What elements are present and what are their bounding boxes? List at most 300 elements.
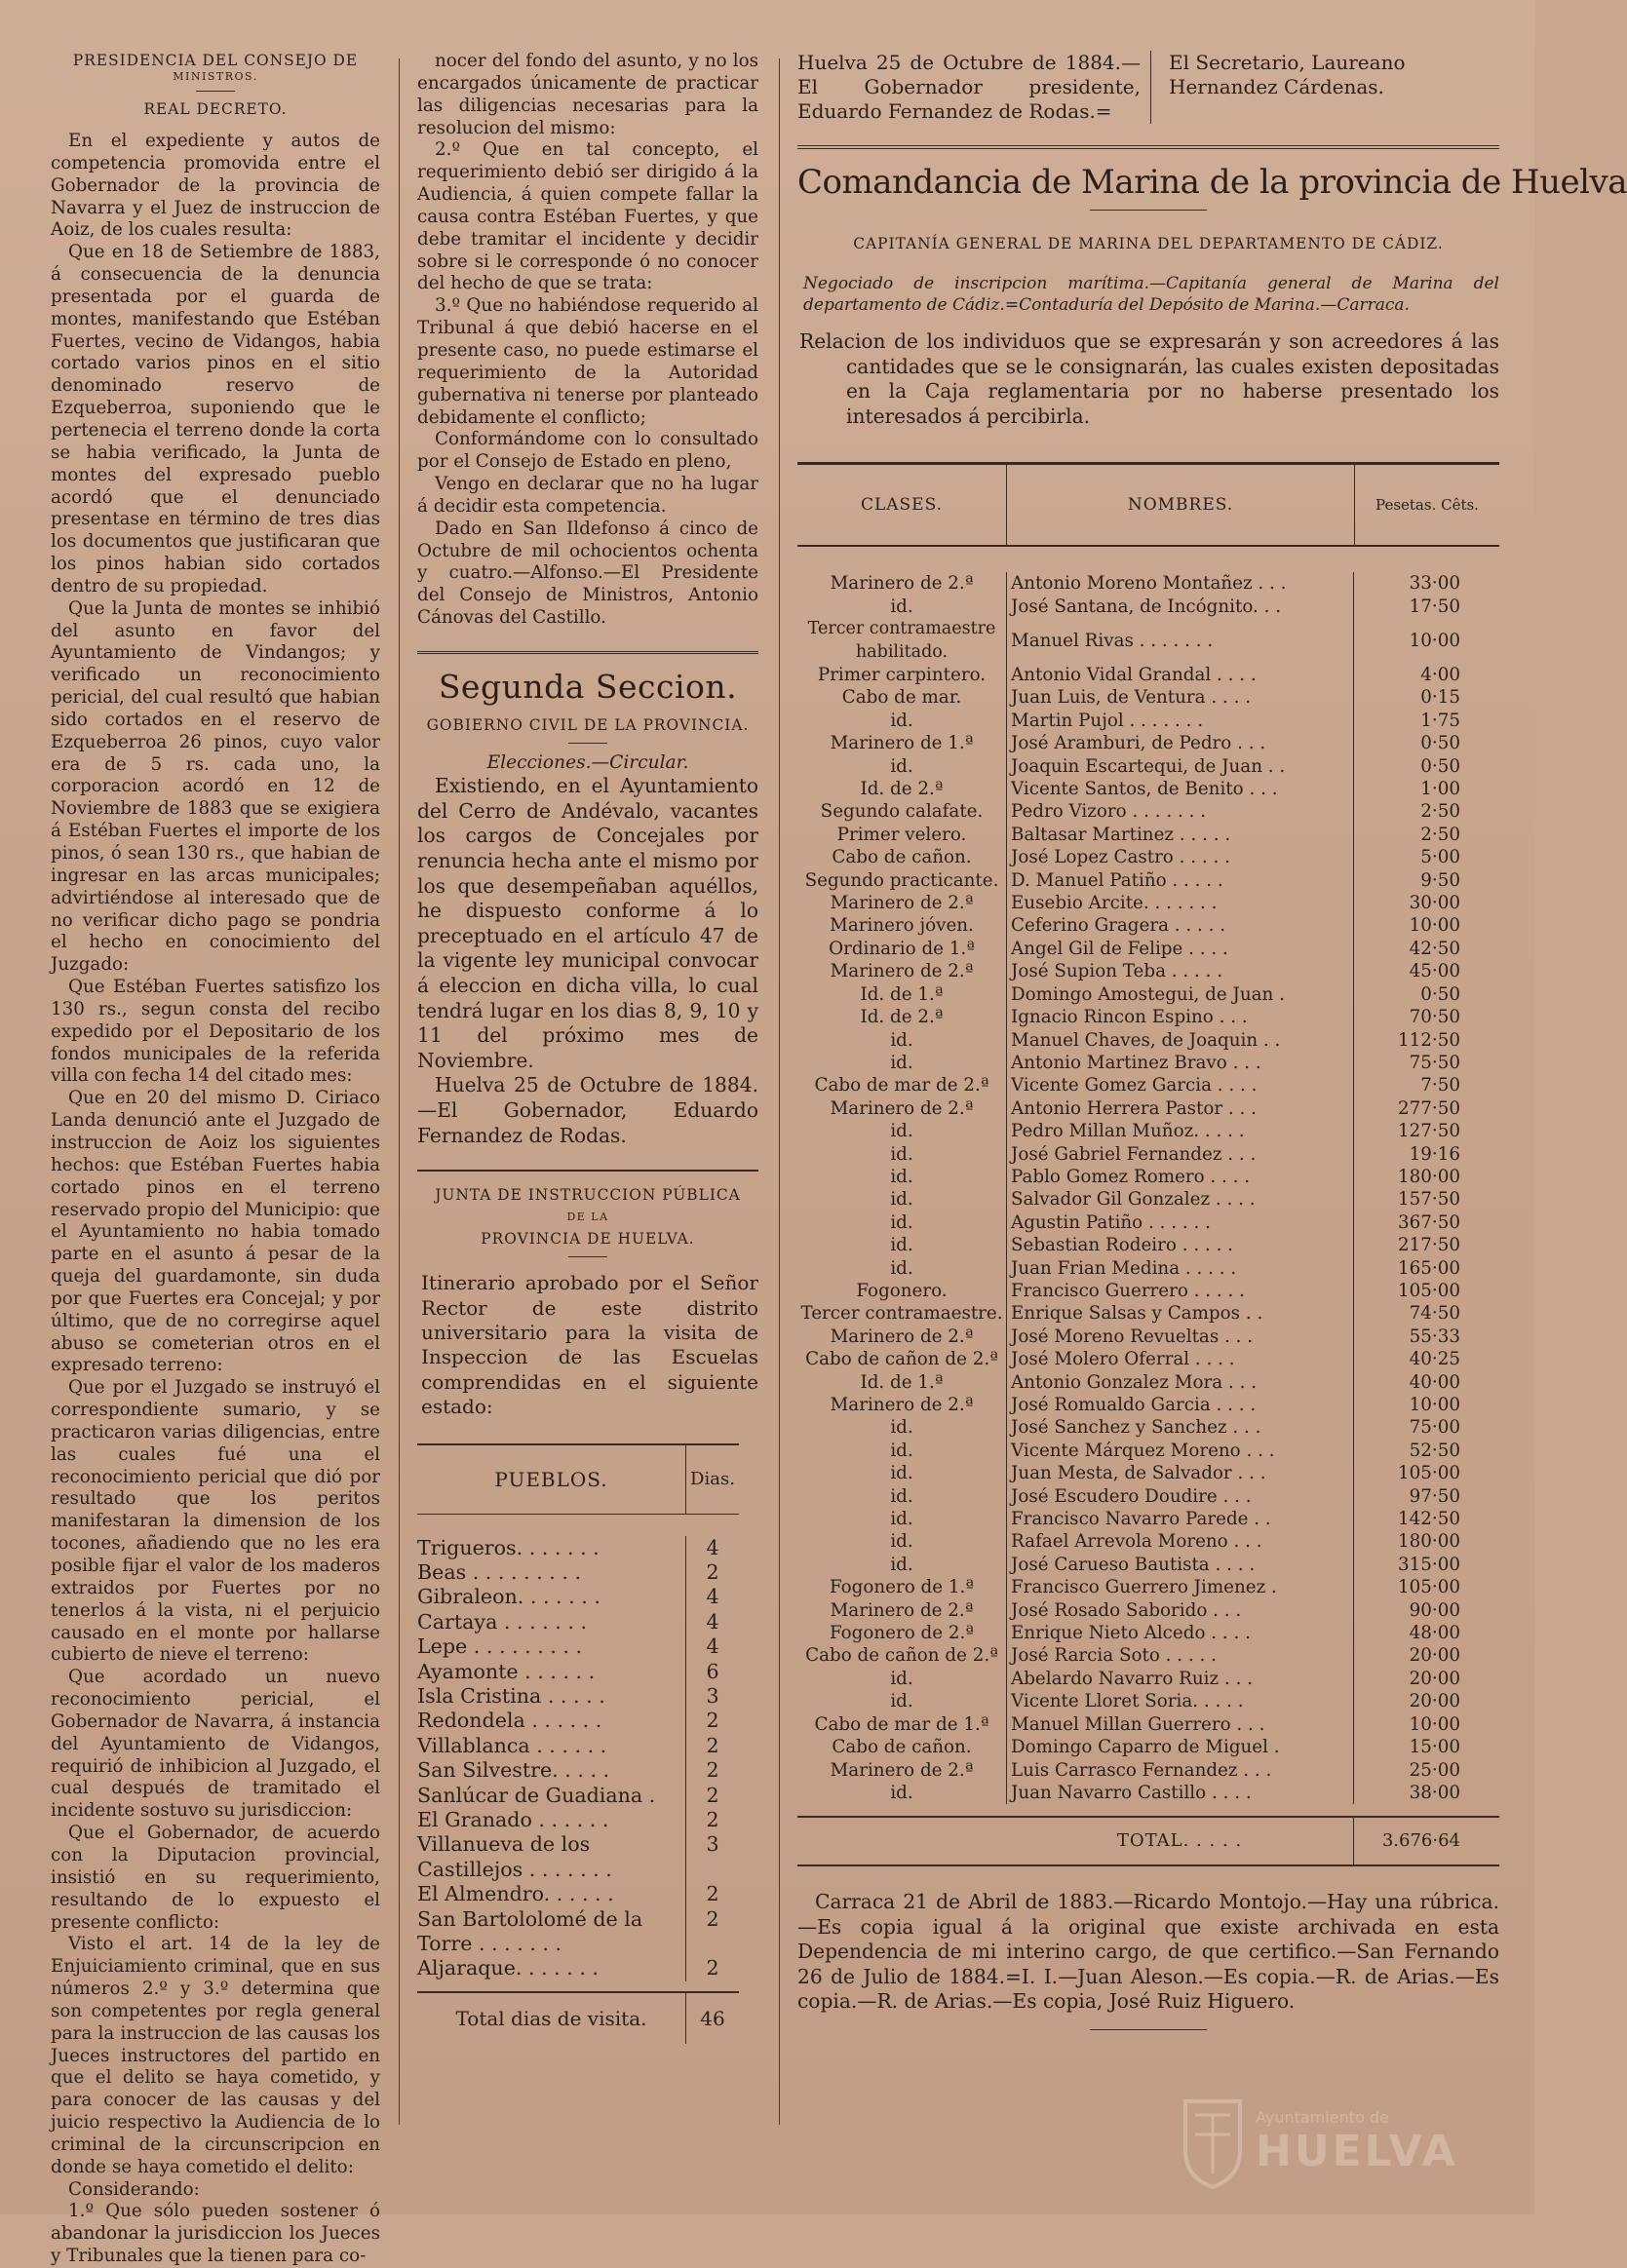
elecciones-subtitle: Elecciones.—Circular. [486,751,689,773]
acreedor-nombre: Juan Frian Medina . . . . . [1006,1257,1353,1280]
signature-block [797,51,1499,124]
acreedor-clase: id. [890,755,913,777]
acreedor-row [797,1074,1499,1096]
acreedor-importe: 40·00 [1353,1371,1499,1394]
acreedor-row [797,1257,1499,1280]
pueblo-row [417,1660,739,1684]
acreedor-importe: 15·00 [1353,1736,1499,1758]
acreedor-importe: 367·50 [1353,1211,1499,1234]
acreedor-nombre: Ceferino Gragera . . . . . [1006,914,1353,937]
acreedor-row [797,732,1499,754]
acreedor-nombre: José Santana, de Incógnito. . . [1006,596,1353,618]
acreedor-importe: 0·50 [1353,732,1499,754]
divider [797,145,1499,149]
acreedor-clase: id. [890,1417,913,1439]
pueblo-dias: 2 [685,1784,739,1808]
pueblo-row [417,1808,739,1832]
acreedor-clase: id. [890,1121,913,1142]
acreedor-nombre: José Romualdo Garcia . . . . [1006,1394,1353,1416]
acreedor-row [797,938,1499,960]
acreedor-row [797,1234,1499,1256]
pueblo-name: Beas . . . . . . . . . [417,1559,581,1584]
acreedor-nombre: Abelardo Navarro Ruiz . . . [1006,1668,1353,1690]
acreedor-row [797,1029,1499,1052]
acreedor-nombre: Pedro Millan Muñoz. . . . . [1006,1120,1353,1142]
acreedor-importe: 30·00 [1353,892,1499,914]
acreedor-row [797,1485,1499,1508]
acreedor-importe: 74·50 [1353,1302,1499,1325]
relacion-text: Relacion de los individuos que se expresarán y son acreedores á las cantidades que se le consignarán, las cuales existen depositadas en la Caja reglamentaria por no haberse presentado los interesados á percibirla. [799,329,1499,428]
acreedor-importe: 0·15 [1353,686,1499,709]
pueblo-dias: 2 [685,1709,739,1733]
pueblo-name: San Silvestre. . . . . [417,1758,610,1783]
acreedor-clase: Marinero de 2.ª [830,893,974,914]
acreedor-clase: Fogonero de 2.ª [829,1623,974,1644]
acreedor-importe: 10·00 [1353,1394,1499,1416]
pueblos-table-header [417,1443,739,1515]
acreedor-clase: id. [890,1554,913,1575]
acreedor-clase: Cabo de cañon. [832,1737,972,1758]
acreedor-importe: 142·50 [1353,1508,1499,1530]
acreedor-importe: 45·00 [1353,960,1499,982]
acreedor-clase: id. [890,1531,913,1553]
acreedor-nombre: José Escudero Doudire . . . [1006,1485,1353,1508]
acreedor-importe: 7·50 [1353,1074,1499,1096]
paragraph: Que Estéban Fuertes satisfizo los 130 rs., segun consta del recibo expedido por el Depositario de los fondos municipales de la referida villa con fecha 14 del citado mes: [51,977,380,1087]
pueblo-row [417,1585,739,1609]
pueblo-dias: 4 [685,1585,739,1609]
acreedor-importe: 70·50 [1353,1006,1499,1028]
acreedor-row [797,1006,1499,1028]
acreedor-row [797,1782,1499,1804]
capitania-header: CAPITANÍA GENERAL DE MARINA DEL DEPARTAMENTO DE CÁDIZ. [853,235,1444,252]
pueblo-name: Villablanca . . . . . . [417,1733,607,1757]
acreedor-row [797,914,1499,937]
acreedor-row [797,1211,1499,1234]
total-spacer [797,1818,1006,1864]
acreedor-clase: Marinero de 2.ª [830,573,974,595]
acreedor-clase: Id. de 2.ª [860,779,944,800]
paragraph: 1.º Que sólo pueden sostener ó abandonar la jurisdiccion los Jueces y Tribunales que la tienen para co- [51,2201,380,2267]
acreedor-nombre: José Molero Oferral . . . . [1006,1348,1353,1370]
acreedor-row [797,824,1499,846]
header-nombres: NOMBRES. [1006,465,1354,545]
acreedor-importe: 48·00 [1353,1622,1499,1644]
pueblo-row [417,1882,739,1906]
acreedor-nombre: José Aramburi, de Pedro . . . [1006,732,1353,754]
acreedor-row [797,1326,1499,1348]
pueblo-name: El Almendro. . . . . . [417,1882,614,1906]
pueblo-dias: 2 [685,1808,739,1832]
divider [196,91,235,92]
acreedor-clase: Marinero de 2.ª [830,1599,974,1621]
acreedor-row [797,755,1499,778]
acreedor-clase: Marinero de 2.ª [830,1326,974,1347]
negociado-text: Negociado de inscripcion marítima.—Capitanía general de Marina del departamento de Cádiz.=Contaduría del Depósito de Marina.—Carraca. [803,274,1499,315]
acreedor-row [797,1416,1499,1439]
acreedor-importe: 2·50 [1353,800,1499,823]
pueblo-dias: 2 [685,1560,739,1585]
acreedor-row [797,1644,1499,1667]
paragraph: Que por el Juzgado se instruyó el correspondiente sumario, y se practicaron varias diligencias, entre las cuales fué una el reconocimiento pericial que dió por resultado que los peritos manifestaran la dimension de los tocones, añadiendo que no les era posible fijar el valor de los maderos extraidos por Fuertes por no tenerlos á la vista, ni el perjuicio causado en el monte por hallarse cubierto de nieve el terreno: [51,1377,380,1666]
acreedor-nombre: Francisco Guerrero . . . . . [1006,1280,1353,1302]
acreedor-importe: 0·50 [1353,983,1499,1006]
acreedor-clase: Id. de 1.ª [860,983,944,1005]
acreedor-row [797,1576,1499,1598]
decree-title: REAL DECRETO. [143,100,288,118]
elecciones-text: Existiendo, en el Ayuntamiento del Cerro de Andévalo, vacantes los cargos de Concejales por renuncia hecha ante el mismo por los que desempeñaban aquéllos, he dispuesto conforme á lo preceptuado en el artículo 47 de la vigente ley municipal convocar á eleccion en dicha villa, lo cual tendrá lugar en los dias 8, 9, 10 y 11 del próximo mes de Noviembre. [417,774,758,1072]
acreedor-nombre: Luis Carrasco Fernandez . . . [1006,1759,1353,1782]
junta-header-de-la: DE LA [566,1211,609,1224]
acreedor-importe: 105·00 [1353,1462,1499,1484]
acreedor-importe: 180·00 [1353,1166,1499,1188]
pueblos-table [417,1443,739,2044]
acreedor-importe: 105·00 [1353,1576,1499,1598]
acreedor-nombre: Vicente Santos, de Benito . . . [1006,778,1353,800]
paragraph: Vengo en declarar que no ha lugar á decidir esta competencia. [417,474,758,517]
pueblo-name: Aljaraque. . . . . . . [417,1956,599,1980]
closing-certification: Carraca 21 de Abril de 1883.—Ricardo Montojo.—Hay una rúbrica.—Es copia igual á la original que existe archivada en esta Dependencia de mi interino cargo, de que certifico.—San Fernando 26 de Julio de 1884.=I. I.—Juan Aleson.—Es copia.—R. de Arias.—Es copia.—R. de Arias.—Es copia, José Ruiz Higuero. [797,1890,1499,2013]
paragraph: Conformándome con lo consultado por el Consejo de Estado en pleno, [417,429,758,473]
acreedor-clase: Marinero de 2.ª [830,961,974,982]
acreedor-nombre: Antonio Vidal Grandal . . . . [1006,664,1353,686]
pueblo-dias: 4 [685,1536,739,1560]
column-middle [417,51,758,2044]
acreedor-nombre: Vicente Gomez Garcia . . . . [1006,1074,1353,1096]
decree-header-sub: MINISTROS. [173,70,258,83]
acreedor-nombre: Pedro Vizoro . . . . . . . [1006,800,1353,823]
acreedor-clase: id. [890,1189,913,1211]
acreedor-clase: Marinero de 1.ª [830,733,974,754]
acreedor-nombre: Enrique Salsas y Campos . . [1006,1302,1353,1325]
paragraph: nocer del fondo del asunto, y no los encargados únicamente de practicar las diligencias necesarias para la resolucion del mismo: [417,51,758,138]
paragraph: Dado en San Ildefonso á cinco de Octubre de mil ochocientos ochenta y cuatro.—Alfonso.—El Presidente del Consejo de Ministros, Antonio Cánovas del Castillo. [417,518,758,629]
acreedor-importe: 40·25 [1353,1348,1499,1370]
acreedores-table [797,462,1499,1866]
acreedor-importe: 75·00 [1353,1416,1499,1439]
acreedores-total-row [797,1816,1499,1866]
pueblo-name: Isla Cristina . . . . . [417,1684,605,1709]
acreedor-clase: id. [890,1485,913,1507]
acreedor-clase: Marinero de 2.ª [830,1759,974,1781]
header-pueblos: PUEBLOS. [494,1467,608,1491]
acreedor-nombre: Rafael Arrevola Moreno . . . [1006,1530,1353,1553]
acreedor-nombre: José Sanchez y Sanchez . . . [1006,1416,1353,1439]
acreedor-importe: 105·00 [1353,1280,1499,1302]
acreedor-row [797,1440,1499,1462]
pueblo-name: El Granado . . . . . . [417,1808,609,1832]
pueblo-name: Trigueros. . . . . . . [417,1535,600,1559]
pueblo-name: Gibraleon. . . . . . . [417,1585,600,1609]
acreedor-nombre: Enrique Nieto Alcedo . . . . [1006,1622,1353,1644]
acreedor-importe: 20·00 [1353,1690,1499,1712]
pueblo-dias: 6 [685,1660,739,1684]
acreedor-clase: Cabo de cañon. [832,847,972,868]
acreedor-clase: Cabo de mar de 2.ª [814,1075,989,1096]
acreedor-importe: 2·50 [1353,824,1499,846]
acreedor-nombre: Antonio Herrera Pastor . . . [1006,1097,1353,1120]
gobierno-civil-header: GOBIERNO CIVIL DE LA PROVINCIA. [426,715,750,734]
acreedor-row [797,686,1499,709]
secretario-signature: El Secretario, Laureano Hernandez Cárdenas. [1169,51,1406,98]
pueblo-row [417,1560,739,1585]
paragraph: 2.º Que en tal concepto, el requerimiento debió ser dirigido á la Audiencia, á quien compete fallar la causa contra Estéban Fuertes, y que debe tramitar el incidente y decidir sobre si le corresponde ó no conocer del hecho de que se trata: [417,139,758,294]
itinerario-text: Itinerario aprobado por el Señor Rector de este distrito universitario para la visita de Inspeccion de las Escuelas comprendidas en el siguiente estado: [421,1271,758,1419]
elecciones-signature: Huelva 25 de Octubre de 1884.—El Gobernador, Eduardo Fernandez de Rodas. [417,1073,758,1147]
acreedor-nombre: Antonio Gonzalez Mora . . . [1006,1371,1353,1394]
acreedor-nombre: Ignacio Rincon Espino . . . [1006,1006,1353,1028]
acreedor-row [797,1530,1499,1553]
acreedor-nombre: D. Manuel Patiño . . . . . [1006,869,1353,892]
junta-header: JUNTA DE INSTRUCCION PÚBLICA [435,1186,741,1205]
pueblo-row [417,1536,739,1560]
acreedor-importe: 90·00 [1353,1599,1499,1622]
acreedor-clase: Tercer contramaestre habilitado. [807,619,996,662]
acreedor-importe: 10·00 [1353,1713,1499,1736]
pueblo-name: Cartaya . . . . . . . [417,1609,587,1634]
paragraph: Que en 20 del mismo D. Ciriaco Landa denunció ante el Juzgado de instruccion de Aoiz los siguientes hechos: que Estéban Fuertes habia cortado pinos en el terreno reservado propio del Municipio: que el Ayuntamiento no habia tomado parte en el asunto á pesar de la queja del guardamonte, sin duda por que Fuertes era Concejal; y por último, que de no corregirse aquel abuso se cometerian otros en el expresado terreno: [51,1088,380,1376]
acreedor-nombre: Martin Pujol . . . . . . . [1006,710,1353,732]
acreedor-clase: id. [890,1691,913,1712]
acreedores-table-header [797,462,1499,547]
acreedor-row [797,869,1499,892]
acreedor-nombre: Angel Gil de Felipe . . . . [1006,938,1353,960]
acreedor-clase: id. [890,1143,913,1165]
acreedor-importe: 5·00 [1353,846,1499,868]
acreedores-total-label: TOTAL. . . . . [1116,1830,1243,1852]
pueblo-row [417,1956,739,1980]
acreedor-importe: 42·50 [1353,938,1499,960]
acreedor-importe: 277·50 [1353,1097,1499,1120]
acreedor-nombre: Pablo Gomez Romero . . . . [1006,1166,1353,1188]
acreedor-row [797,1302,1499,1325]
acreedor-clase: id. [890,1029,913,1051]
decree-body [51,131,380,2268]
acreedor-clase: Cabo de cañon de 2.ª [805,1645,998,1667]
acreedor-nombre: Joaquin Escartequi, de Juan . . [1006,755,1353,778]
column-rule [399,58,400,2125]
pueblo-name: Lepe . . . . . . . . . [417,1634,583,1659]
pueblo-dias: 4 [685,1610,739,1634]
acreedor-clase: id. [890,1257,913,1279]
acreedor-row [797,1166,1499,1188]
acreedor-clase: id. [890,1668,913,1689]
acreedor-clase: Segundo calafate. [820,801,984,823]
acreedor-row [797,664,1499,686]
acreedor-importe: 55·33 [1353,1326,1499,1348]
pueblo-row [417,1634,739,1659]
pueblos-total-label: Total dias de visita. [455,2006,647,2030]
column-marina [797,51,1627,2038]
acreedor-nombre: Francisco Guerrero Jimenez . [1006,1576,1353,1598]
pueblo-dias: 2 [685,1956,739,1980]
acreedor-importe: 4·00 [1353,664,1499,686]
acreedor-importe: 75·50 [1353,1052,1499,1074]
pueblo-row [417,1709,739,1733]
acreedor-row [797,1622,1499,1644]
segunda-seccion-title: Segunda Seccion. [438,667,738,706]
acreedor-importe: 112·50 [1353,1029,1499,1052]
acreedor-nombre: José Carueso Bautista . . . . [1006,1554,1353,1576]
column-rule [779,58,780,2125]
pueblos-total-value: 46 [685,1993,739,2044]
pueblo-row [417,1784,739,1808]
acreedor-importe: 165·00 [1353,1257,1499,1280]
watermark-big: HUELVA [1256,2127,1458,2176]
pueblo-dias: 2 [685,1882,739,1906]
ornament-divider [1090,210,1207,211]
acreedor-clase: Fogonero de 1.ª [829,1577,974,1598]
acreedor-nombre: Manuel Chaves, de Joaquin . . [1006,1029,1353,1052]
paragraph: Que en 18 de Setiembre de 1883, á consecuencia de la denuncia presentada por el guarda de montes, manifestando que Estéban Fuertes, vecino de Vidangos, habia cortado varios pinos en el sitio denominado reservo de Ezqueberroa, suponiendo que le pertenecia el terreno donde la corta se habia verificado, la Junta de montes del expresado pueblo acordó que el denunciado presentase en término de tres dias los documentos que justificaran que los pinos habian sido cortados dentro de su propiedad. [51,242,380,596]
acreedores-total-value: 3.676·64 [1353,1818,1499,1864]
paragraph: 3.º Que no habiéndose requerido al Tribunal á que debió hacerse en el presente caso, no puede estimarse el requerimiento de la Autoridad gubernativa ni tenerse por planteado debidamente el conflicto; [417,295,758,428]
header-dias: Dias. [685,1445,739,1514]
acreedor-clase: id. [890,1235,913,1256]
watermark-text [1256,2108,1458,2176]
decree-header: PRESIDENCIA DEL CONSEJO DE [72,52,359,69]
acreedor-nombre: José Lopez Castro . . . . . [1006,846,1353,868]
divider [417,651,758,654]
acreedor-importe: 180·00 [1353,1530,1499,1553]
acreedor-row [797,596,1499,618]
paragraph: Que la Junta de montes se inhibió del asunto en favor del Ayuntamiento de Vindangos; y verificado un reconocimiento pericial, del cual resultó que habian sido cortados en el reservo de Ezqueberroa 26 pinos, cuyo valor era de 5 rs. cada uno, la corporacion acordó en 12 de Noviembre de 1883 que se exigiera á Estéban Fuertes el importe de los pinos, ó sean 130 rs., que habian de ingresar en las arcas municipales; advirtiéndose al interesado que de no verificar dicho pago se pondria el hecho en conocimiento del Juzgado: [51,597,380,976]
shield-icon [1182,2095,1244,2189]
header-pesetas: Pesetas. Cêts. [1354,465,1499,545]
acreedor-row [797,1371,1499,1394]
paragraph: Visto el art. 14 de la ley de Enjuiciamiento criminal, que en sus números 2.º y 3.º determina que son competentes por regla general para la instruccion de las causas los Jueces instructores del partido en que el delito se haya cometido, y para conocer de las causas y del juicio respectivo la Audiencia de lo criminal de la circunscripcion en donde se haya cometido el delito: [51,1934,380,2177]
acreedor-row [797,983,1499,1006]
acreedor-row [797,1508,1499,1530]
acreedor-nombre: Juan Mesta, de Salvador . . . [1006,1462,1353,1484]
acreedor-nombre: José Rosado Saborido . . . [1006,1599,1353,1622]
acreedor-nombre: Vicente Lloret Soria. . . . . [1006,1690,1353,1712]
divider [1090,2029,1207,2030]
acreedor-importe: 17·50 [1353,596,1499,618]
acreedor-importe: 1·00 [1353,778,1499,800]
acreedor-importe: 20·00 [1353,1644,1499,1667]
acreedor-row [797,1713,1499,1736]
acreedor-importe: 38·00 [1353,1782,1499,1804]
acreedor-row [797,1280,1499,1302]
divider [568,1256,607,1257]
acreedor-clase: Marinero de 2.ª [830,1097,974,1119]
acreedor-row [797,1599,1499,1622]
acreedor-nombre: José Supion Teba . . . . . [1006,960,1353,982]
acreedor-clase: id. [890,710,913,731]
acreedor-row [797,778,1499,800]
acreedor-row [797,960,1499,982]
acreedor-row [797,1097,1499,1120]
acreedor-row [797,1143,1499,1166]
acreedor-nombre: Baltasar Martinez . . . . . [1006,824,1353,846]
acreedor-importe: 10·00 [1353,914,1499,937]
pueblo-row [417,1758,739,1783]
pueblo-name: San Bartololomé de la Torre . . . . . . . [417,1906,643,1956]
acreedor-clase: Id. de 1.ª [860,1371,944,1393]
acreedor-importe: 1·75 [1353,710,1499,732]
acreedor-nombre: Vicente Márquez Moreno . . . [1006,1440,1353,1462]
acreedor-importe: 217·50 [1353,1234,1499,1256]
acreedor-nombre: Eusebio Arcite. . . . . . . [1006,892,1353,914]
acreedor-clase: Tercer contramaestre. [800,1303,1003,1325]
acreedor-row [797,1554,1499,1576]
pueblos-total-row [417,1991,739,2044]
paragraph: En el expediente y autos de competencia promovida entre el Gobernador de la provincia de Navarra y el Juez de instruccion de Aoiz, de los cuales resulta: [51,131,380,241]
acreedor-nombre: José Rarcia Soto . . . . . [1006,1644,1353,1667]
acreedor-clase: Marinero de 2.ª [830,1395,974,1415]
acreedor-nombre: José Gabriel Fernandez . . . [1006,1143,1353,1166]
junta-header-provincia: PROVINCIA DE HUELVA. [481,1230,695,1249]
acreedor-importe: 25·00 [1353,1759,1499,1782]
acreedor-row [797,572,1499,595]
acreedor-nombre: Antonio Martinez Bravo . . . [1006,1052,1353,1074]
pueblo-dias: 2 [685,1734,739,1758]
acreedor-clase: Ordinario de 1.ª [829,938,975,959]
acreedor-row [797,710,1499,732]
acreedor-nombre: Salvador Gil Gonzalez . . . . [1006,1188,1353,1211]
pueblo-row [417,1907,739,1957]
acreedor-row [797,892,1499,914]
pueblo-row [417,1734,739,1758]
acreedor-importe: 9·50 [1353,869,1499,892]
acreedor-nombre: Domingo Amostegui, de Juan . [1006,983,1353,1006]
acreedor-row [797,1668,1499,1690]
acreedor-clase: id. [890,1509,913,1530]
comandancia-title: Comandancia de Marina de la provincia de Huelva [797,163,1627,202]
acreedor-importe: 52·50 [1353,1440,1499,1462]
acreedor-clase: Fogonero. [856,1280,948,1301]
pueblo-dias: 2 [685,1758,739,1783]
acreedor-row [797,1188,1499,1211]
acreedor-clase: Segundo practicante. [804,869,999,891]
acreedor-clase: Marinero jóven. [830,915,974,937]
column-decree [51,51,380,2268]
acreedor-importe: 0·50 [1353,755,1499,778]
acreedor-importe: 97·50 [1353,1485,1499,1508]
divider [417,1170,758,1172]
acreedor-row [797,1759,1499,1782]
watermark-small: Ayuntamiento de [1256,2108,1389,2127]
pueblo-name: Ayamonte . . . . . . [417,1659,596,1683]
divider [568,743,607,744]
acreedor-importe: 33·00 [1353,572,1499,595]
acreedor-row [797,1120,1499,1142]
acreedor-nombre: Juan Luis, de Ventura . . . . [1006,686,1353,709]
acreedor-importe: 127·50 [1353,1120,1499,1142]
pueblo-dias: 3 [685,1832,739,1882]
acreedor-row [797,1394,1499,1416]
acreedor-nombre: Juan Navarro Castillo . . . . [1006,1782,1353,1804]
pueblos-table-body [417,1515,739,1981]
acreedor-clase: Cabo de mar de 1.ª [814,1713,989,1735]
pueblo-dias: 2 [685,1907,739,1957]
pueblo-name: Sanlúcar de Guadiana . [417,1783,656,1807]
acreedor-row [797,846,1499,868]
gobernador-signature: Huelva 25 de Octubre de 1884.—El Gobernador presidente, Eduardo Fernandez de Rodas.= [797,51,1151,124]
acreedor-nombre: Agustin Patiño . . . . . . [1006,1211,1353,1234]
acreedor-clase: Id. de 2.ª [860,1007,944,1028]
header-clases: CLASES. [860,495,944,516]
acreedor-row [797,1052,1499,1074]
acreedor-nombre: José Moreno Revueltas . . . [1006,1326,1353,1348]
acreedor-nombre: Antonio Moreno Montañez . . . [1006,572,1353,595]
acreedor-row [797,1462,1499,1484]
acreedor-clase: id. [890,596,913,617]
acreedor-nombre: Manuel Millan Guerrero . . . [1006,1713,1353,1736]
acreedor-importe: 19·16 [1353,1143,1499,1166]
paragraph: Que acordado un nuevo reconocimiento pericial, el Gobernador de Navarra, á instancia del Ayuntamiento de Vidangos, requirió de inhibicion al Juzgado, el cual después de tramitado el incidente sostuvo su jurisdiccion: [51,1667,380,1822]
